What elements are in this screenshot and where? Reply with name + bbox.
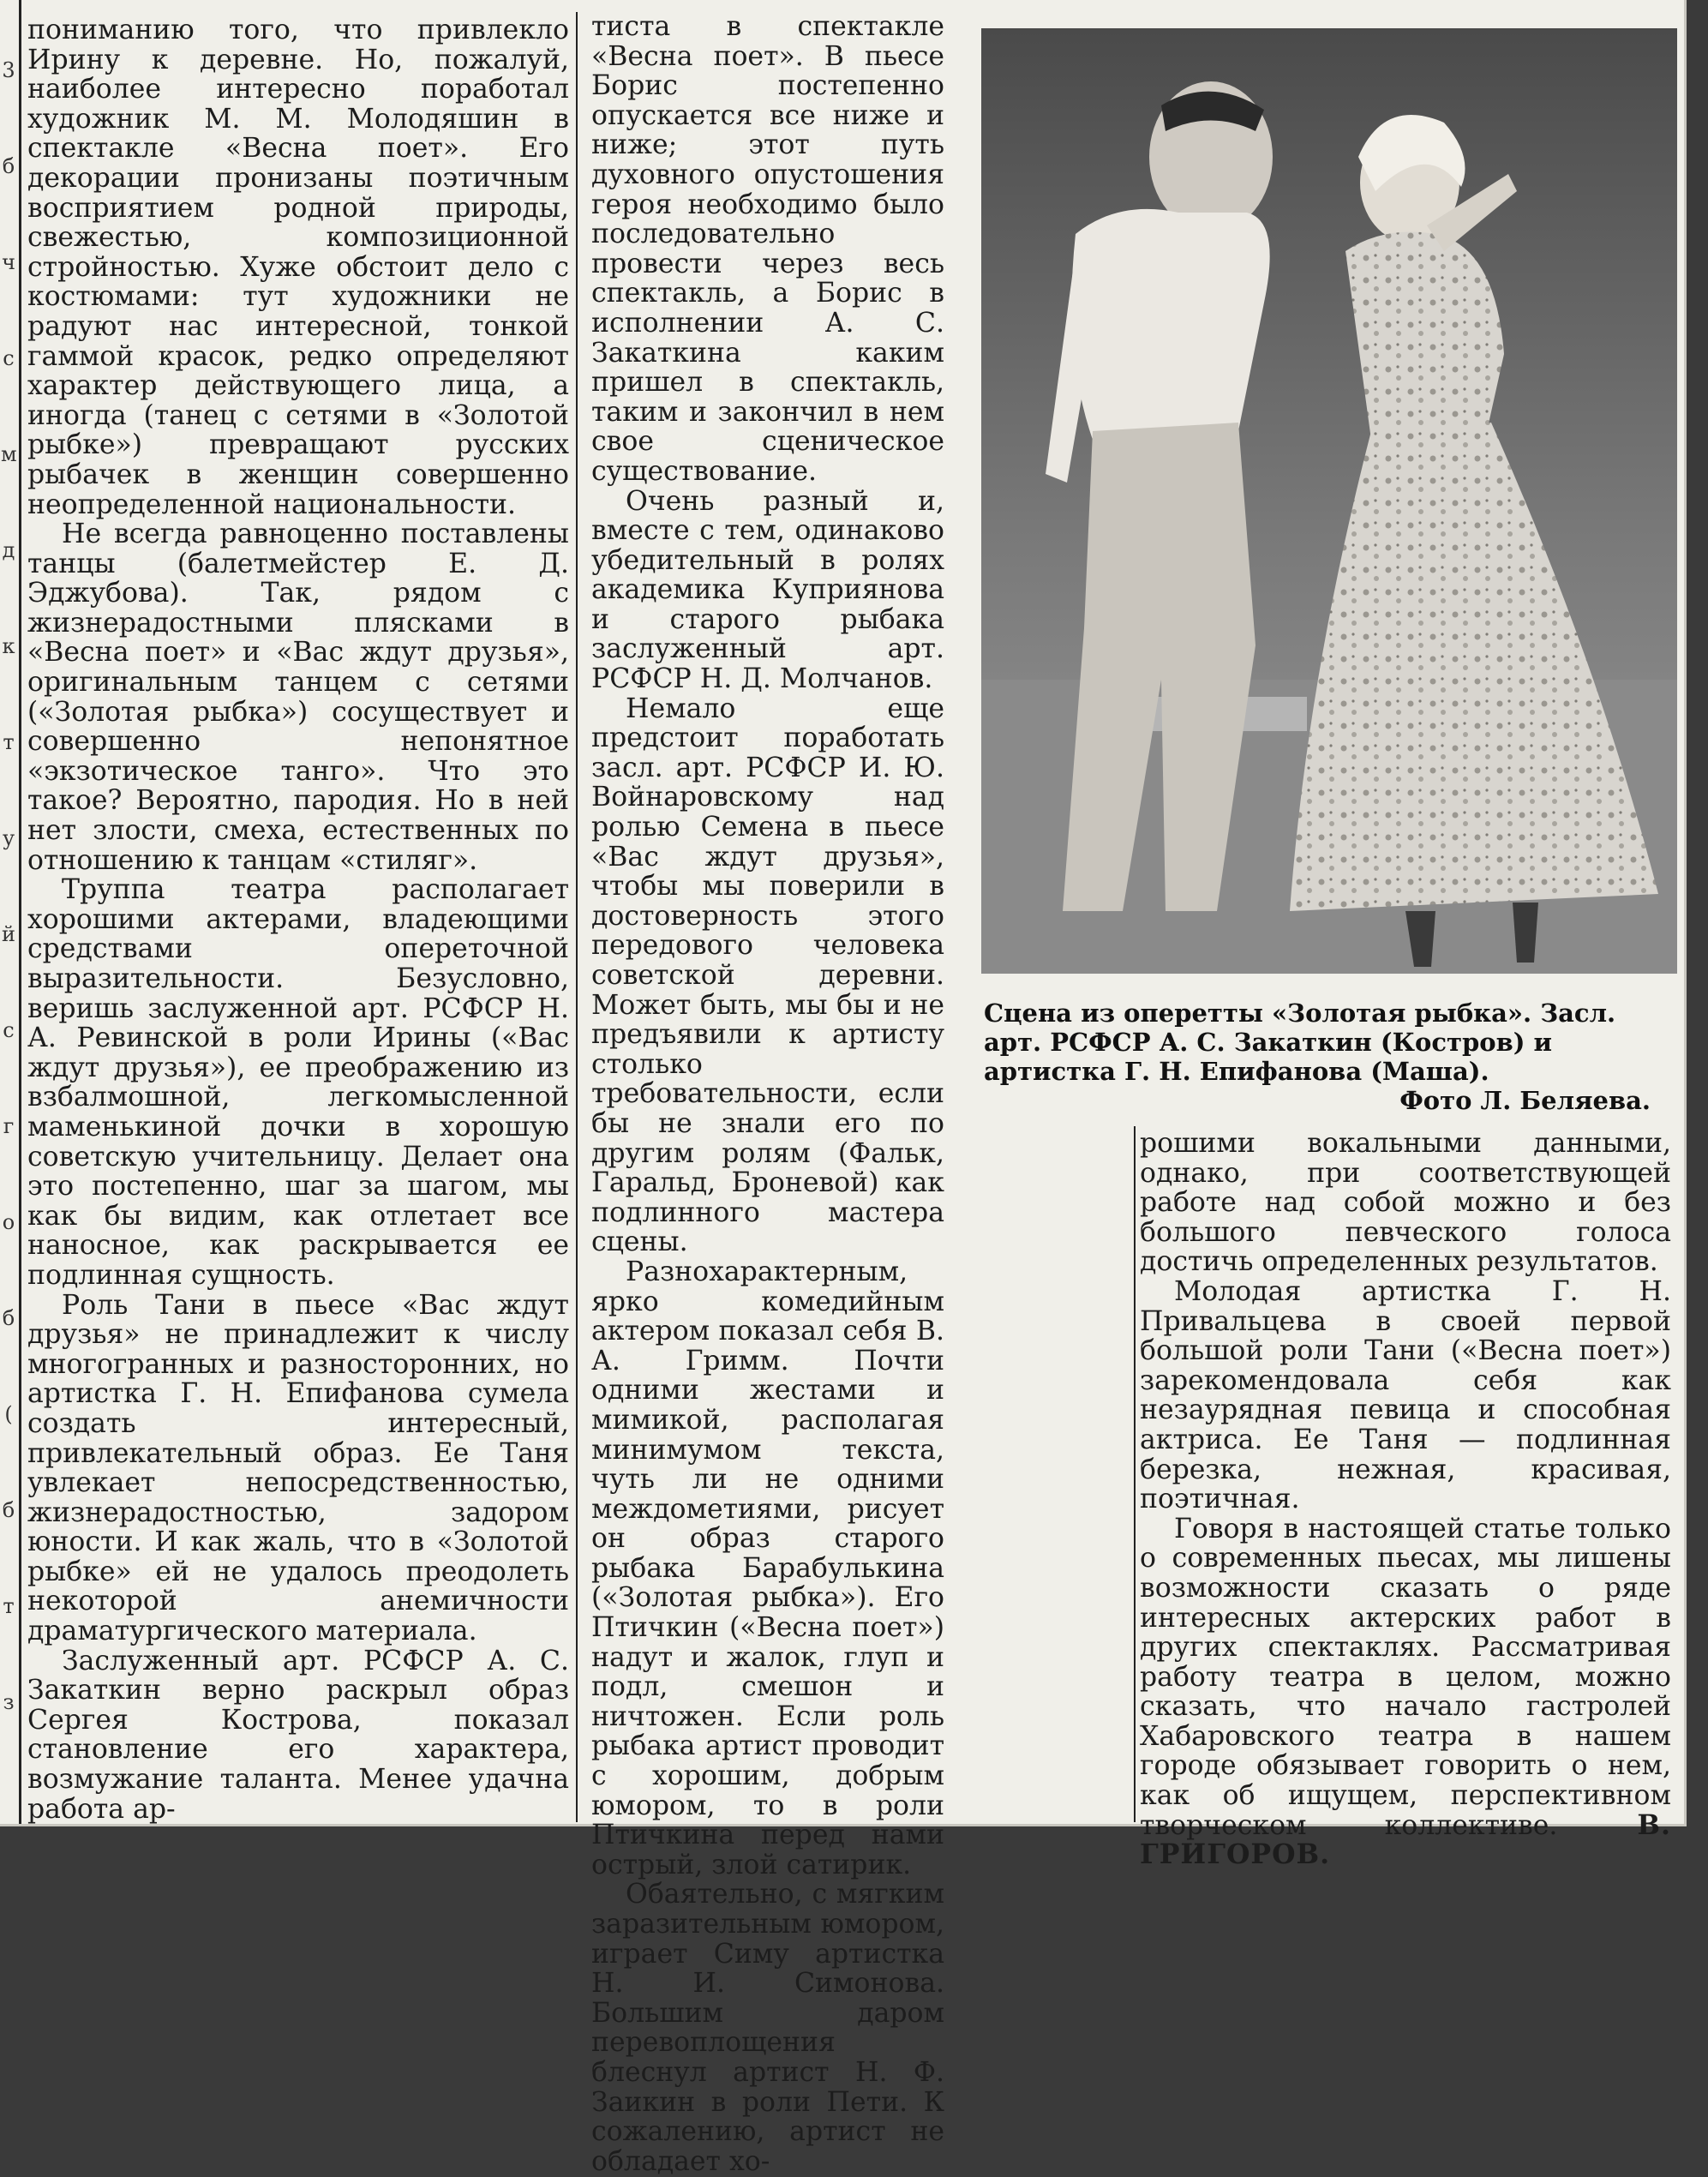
margin-fragment: т <box>3 1594 15 1618</box>
photo-credit: Фото Л. Беляева. <box>1399 1086 1651 1115</box>
margin-fragment: ( <box>4 1402 13 1426</box>
column-rule <box>576 12 578 1822</box>
paragraph: Труппа театра располагает хорошими актерами, владеющими средствами опереточной выразительности. Безусловно, веришь заслуженной арт. РСФСР Н. А. Ревинской в роли Ирины («Вас ждут друзья»), ее преображению из взбалмошной, легкомысленной маменькиной дочки в хорошую советскую учительницу. Делает она это постепенно, шаг за шагом, мы как бы видим, как отлетает все наносное, как раскрывается ее подлинная сущность. <box>27 874 569 1291</box>
paragraph: рошими вокальными данными, однако, при соответствующей работе над собой можно и без большого певческого голоса достичь определенных результатов. <box>1140 1128 1671 1278</box>
article-column-2 <box>591 11 944 2177</box>
scene-photo <box>981 28 1677 974</box>
paragraph: Заслуженный арт. РСФСР А. С. Закаткин верно раскрыл образ Сергея Кострова, показал становление его характера, возмужание таланта. Менее удачна работа ар- <box>27 1645 569 1825</box>
margin-fragment: б <box>2 1498 15 1522</box>
left-margin-strip <box>0 0 21 1824</box>
caption-line-1: Сцена из оперетты «Золотая рыбка». Засл. <box>984 999 1616 1028</box>
caption-line-3: артистка Г. Н. Епифанова (Маша). <box>984 1057 1489 1086</box>
margin-fragment: з <box>3 1690 15 1714</box>
article-column-3 <box>1140 1128 1671 1871</box>
author-signature: В. ГРИГОРОВ. <box>1140 1808 1671 1871</box>
paragraph: тиста в спектакле «Весна поет». В пьесе Борис постепенно опускается все ниже и ниже; этот путь духовного опустошения героя необходимо было последовательно провести через весь спектакль, а Борис в исполнении А. С. Закаткина каким пришел в спектакль, таким и закончил в нем свое сценическое существование. <box>591 11 944 487</box>
caption-line-2: арт. РСФСР А. С. Закаткин (Костров) и <box>984 1028 1553 1057</box>
paragraph: Говоря в настоящей статье только о современных пьесах, мы лишены возможности сказать о ряде интересных актерских работ в других спектаклях. Рассматривая работу театра в целом, можно сказать, что начало гастролей Хабаровского театра в нашем городе обязывает говорить о нем, как об ищущем, перспективном творческом коллективе. В. ГРИГОРОВ. <box>1140 1513 1671 1871</box>
margin-fragment: с <box>3 1018 15 1042</box>
paragraph: Немало еще предстоит поработать засл. арт. РСФСР И. Ю. Войнаровскому над ролью Семена в пьесе «Вас ждут друзья», чтобы мы поверили в достоверность этого передового человека советской деревни. Может быть, мы бы и не предъявили к артисту столько требовательности, если бы не знали его по другим ролям (Фальк, Гаральд, Броневой) как подлинного мастера сцены. <box>591 693 944 1258</box>
margin-fragment: к <box>2 634 15 658</box>
paragraph: пониманию того, что привлекло Ирину к деревне. Но, пожалуй, наиболее интересно поработал художник М. М. Молодяшин в спектакле «Весна поет». Его декорации пронизаны поэтичным восприятием родной природы, свежестью, композиционной стройностью. Хуже обстоит дело с костюмами: тут художники не радуют нас интересной, тонкой гаммой красок, редко определяют характер действующего лица, а иногда (танец с сетями в «Золотой рыбке») превращают русских рыбачек в женщин совершенно неопределенной национальности. <box>27 15 569 520</box>
margin-fragment: ч <box>2 250 15 274</box>
margin-fragment: у <box>2 826 15 850</box>
margin-fragment: г <box>3 1114 15 1138</box>
paragraph: Очень разный и, вместе с тем, одинаково убедительный в ролях академика Куприянова и старого рыбака заслуженный арт. РСФСР Н. Д. Молчанов. <box>591 485 944 695</box>
paragraph: Молодая артистка Г. Н. Привальцева в своей первой большой роли Тани («Весна поет») зарекомендовала себя как незаурядная певица и способная актриса. Ее Таня — подлинная березка, нежная, красивая, поэтичная. <box>1140 1275 1671 1515</box>
margin-fragment: о <box>2 1210 15 1234</box>
margin-fragment: б <box>2 1306 15 1330</box>
paragraph: Разнохарактерным, ярко комедийным актером показал себя В. А. Гримм. Почти одними жестами и мимикой, располагая минимумом текста, чуть ли не одними междометиями, рисует он образ старого рыбака Барабулькина («Золотая рыбка»). Его Птичкин («Весна поет») надут и жалок, глуп и подл, смешон и ничтожен. Если роль рыбака артист проводит с хорошим, добрым юмором, то в роли Птичкина перед нами острый, злой сатирик. <box>591 1256 944 1880</box>
margin-fragment: б <box>2 154 15 178</box>
margin-fragment: т <box>3 730 15 754</box>
margin-fragment: й <box>2 922 15 946</box>
article-column-1 <box>27 15 569 1824</box>
column-rule <box>1134 1126 1136 1822</box>
margin-fragment: м <box>1 442 17 466</box>
photo-caption <box>984 999 1685 1115</box>
paragraph: Роль Тани в пьесе «Вас ждут друзья» не принадлежит к числу многогранных и разносторонних, но артистка Г. Н. Епифанова сумела создать интересный, привлекательный образ. Ее Таня увлекает непосредственностью, жизнерадостностью, задором юности. И как жаль, что в «Золотой рыбке» ей не удалось преодолеть некоторой анемичности драматургического материала. <box>27 1289 569 1647</box>
paragraph: Не всегда равноценно поставлены танцы (балетмейстер Е. Д. Эджубова). Так, рядом с жизнерадостными плясками в «Весна поет» и «Вас ждут друзья», оригинальным танцем с сетями («Золотая рыбка») сосуществует и совершенно непонятное «экзотическое танго». Что это такое? Вероятно, пародия. Но в ней нет злости, смеха, естественных по отношению к танцам «стиляг». <box>27 519 569 876</box>
paragraph: Обаятельно, с мягким заразительным юмором, играет Симу артистка Н. И. Симонова. Большим даром перевоплощения блеснул артист Н. Ф. Заикин в роли Пети. К сожалению, артист не обладает хо- <box>591 1879 944 2177</box>
margin-fragment: 3 <box>2 58 15 82</box>
margin-fragment: д <box>2 538 15 562</box>
margin-fragment: с <box>3 346 15 370</box>
